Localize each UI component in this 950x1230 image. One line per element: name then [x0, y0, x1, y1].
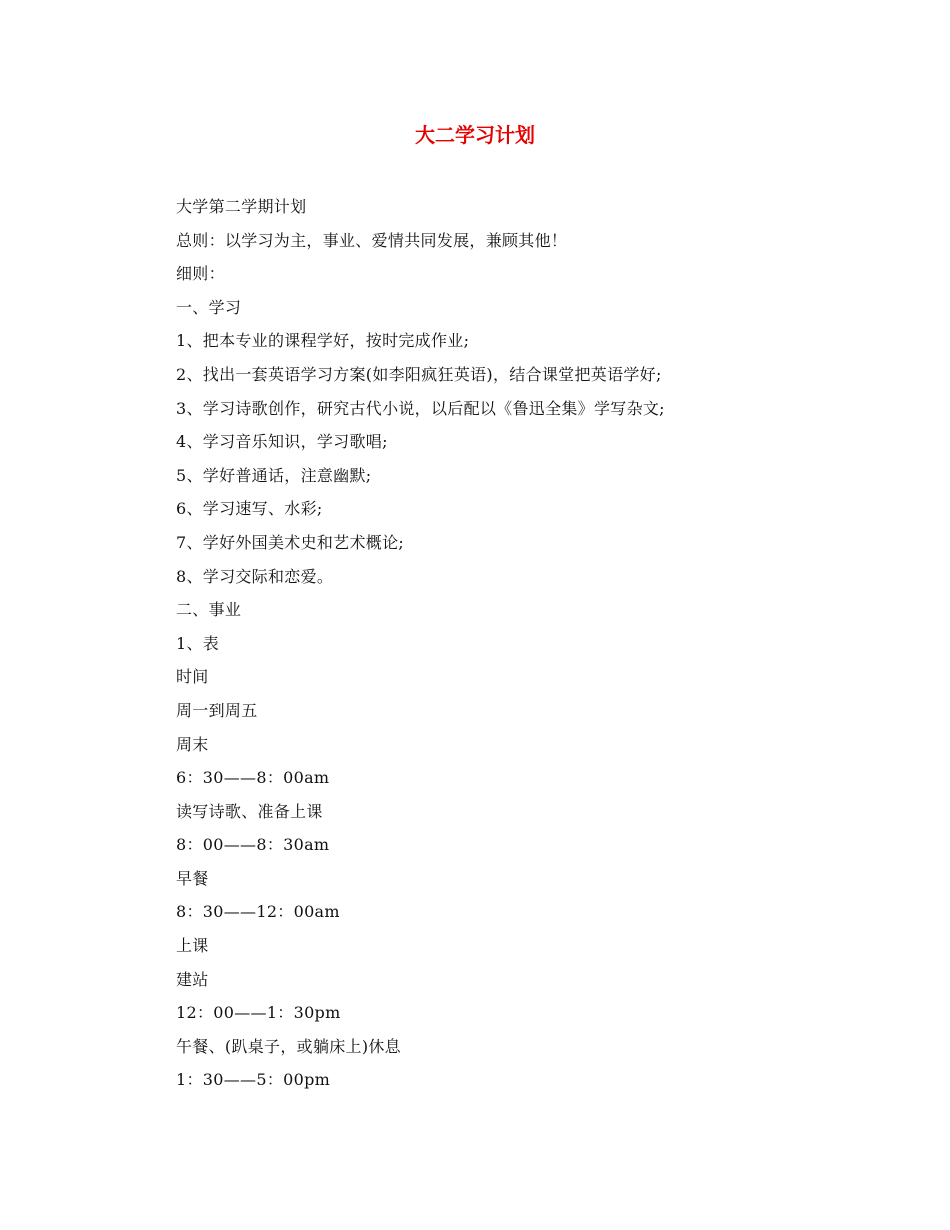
list-item: 1、表: [176, 633, 220, 653]
schedule-activity: 上课: [176, 936, 209, 956]
list-item: 4、学习音乐知识，学习歌唱;: [176, 432, 388, 452]
schedule-activity: 读写诗歌、准备上课: [176, 801, 323, 821]
list-item: 7、学好外国美术史和艺术概论;: [176, 532, 405, 552]
section-heading: 一、学习: [176, 297, 242, 317]
schedule-activity: 午餐、(趴桌子，或躺床上)休息: [176, 1036, 401, 1056]
schedule-time: 1：30——5：00pm: [176, 1070, 331, 1090]
list-item: 1、把本专业的课程学好，按时完成作业;: [176, 331, 470, 351]
text-line: 细则：: [176, 264, 225, 284]
schedule-header: 周末: [176, 734, 209, 754]
list-item: 3、学习诗歌创作，研究古代小说，以后配以《鲁迅全集》学写杂文;: [176, 398, 665, 418]
schedule-header: 周一到周五: [176, 700, 258, 720]
list-item: 8、学习交际和恋爱。: [176, 566, 334, 586]
schedule-time: 6：30——8：00am: [176, 768, 330, 788]
schedule-activity: 建站: [176, 969, 209, 989]
schedule-time: 8：00——8：30am: [176, 835, 330, 855]
list-item: 2、找出一套英语学习方案(如李阳疯狂英语)，结合课堂把英语学好;: [176, 364, 662, 384]
text-line: 总则：以学习为主，事业、爱情共同发展，兼顾其他！: [176, 230, 568, 250]
schedule-activity: 早餐: [176, 868, 209, 888]
schedule-time: 8：30——12：00am: [176, 902, 340, 922]
text-line: 大学第二学期计划: [176, 197, 307, 216]
schedule-header: 时间: [176, 667, 209, 687]
document-body: [176, 190, 796, 1097]
document-title: 大二学习计划: [415, 123, 535, 147]
schedule-time: 12：00——1：30pm: [176, 1003, 341, 1023]
list-item: 6、学习速写、水彩;: [176, 499, 323, 519]
section-heading: 二、事业: [176, 600, 242, 620]
list-item: 5、学好普通话，注意幽默;: [176, 465, 372, 485]
